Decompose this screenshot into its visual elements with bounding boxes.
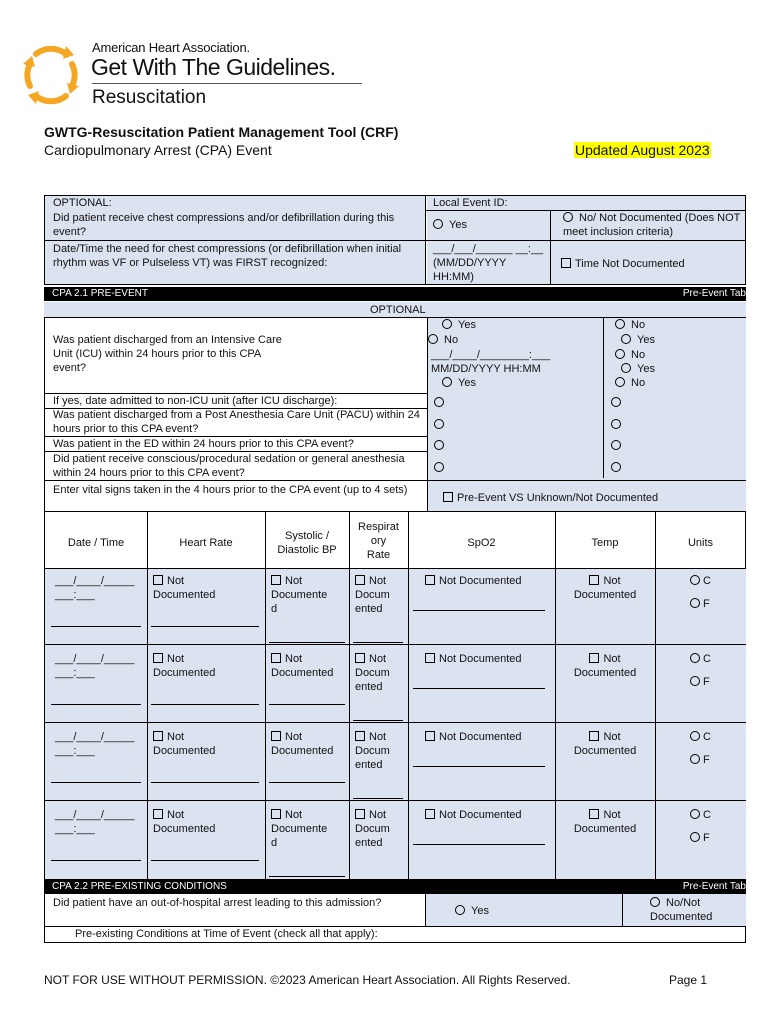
- vitals-question: Enter vital signs taken in the 4 hours prior to the CPA event (up to 4 sets): [53, 484, 408, 496]
- date-field[interactable]: ___/____/_____ ___:___: [55, 731, 135, 757]
- checkbox-icon: [271, 731, 281, 741]
- checkbox-icon: [425, 809, 435, 819]
- radio-icon: [433, 219, 443, 229]
- optional-label: OPTIONAL:: [53, 197, 112, 209]
- ed-radio-b[interactable]: [611, 440, 621, 450]
- spo2-not-documented[interactable]: Not Documented: [425, 808, 522, 822]
- icu-sub-yes-option[interactable]: Yes: [442, 376, 476, 390]
- bp-not-documented[interactable]: Not Documented: [271, 653, 334, 679]
- temp-not-documented[interactable]: Not Documented: [573, 809, 637, 835]
- checkbox-icon: [443, 492, 453, 502]
- header-temp: Temp: [591, 537, 619, 549]
- pre-existing-block: [44, 894, 746, 943]
- non-icu-date-question: If yes, date admitted to non-ICU unit (after ICU discharge):: [53, 395, 338, 407]
- out-of-hospital-yes[interactable]: Yes: [455, 904, 489, 918]
- radio-icon: [690, 832, 700, 842]
- checkbox-icon: [153, 575, 163, 585]
- date-field[interactable]: ___/____/_____ ___:___: [55, 653, 135, 679]
- radio-icon: [650, 897, 660, 907]
- radio-icon: [563, 212, 573, 222]
- section-21-label: CPA 2.1 PRE-EVENT: [52, 288, 148, 299]
- header-heart-rate: Heart Rate: [179, 537, 233, 549]
- rr-not-documented[interactable]: Not Docum ented: [355, 575, 390, 615]
- date-field[interactable]: ___/____/_____ ___:___: [55, 809, 135, 835]
- bp-not-documented[interactable]: Not Documente d: [271, 575, 328, 615]
- vitals-table: [44, 512, 746, 880]
- checkbox-icon: [355, 653, 365, 663]
- spo2-not-documented[interactable]: Not Documented: [425, 574, 522, 588]
- top-section: [44, 195, 746, 285]
- hr-not-documented[interactable]: Not Documented: [153, 809, 216, 835]
- checkbox-icon: [589, 653, 599, 663]
- updated-badge: Updated August 2023: [575, 142, 710, 158]
- unit-f-option[interactable]: F: [690, 675, 710, 689]
- time-not-documented-checkbox[interactable]: Time Not Documented: [561, 257, 685, 271]
- unit-c-option[interactable]: C: [690, 730, 711, 744]
- icu-question: Was patient discharged from an Intensive Care Unit (ICU) within 24 hours prior to this CPA event?: [53, 334, 282, 374]
- radio-icon: [690, 575, 700, 585]
- org-name: American Heart Association.: [92, 40, 250, 55]
- unit-f-option[interactable]: F: [690, 597, 710, 611]
- checkbox-icon: [271, 653, 281, 663]
- header-bp: Systolic / Diastolic BP: [277, 530, 337, 556]
- footer-notice: NOT FOR USE WITHOUT PERMISSION. ©2023 American Heart Association. All Rights Reserved.: [44, 973, 571, 987]
- pre-existing-label: Pre-existing Conditions at Time of Event (check all that apply):: [75, 928, 378, 940]
- ed-question: Was patient in the ED within 24 hours prior to this CPA event?: [53, 438, 354, 450]
- unit-c-option[interactable]: C: [690, 808, 711, 822]
- out-of-hospital-no[interactable]: No/Not Documented: [650, 897, 713, 923]
- compressions-no-option[interactable]: No/ Not Documented (Does NOT meet inclusion criteria): [563, 212, 741, 238]
- checkbox-icon: [425, 731, 435, 741]
- unit-f-option[interactable]: F: [690, 753, 710, 767]
- header-units: Units: [687, 537, 714, 549]
- first-recognized-date-format: (MM/DD/YYYY HH:MM): [433, 257, 507, 283]
- temp-not-documented[interactable]: Not Documented: [573, 575, 637, 601]
- right-yes2-option[interactable]: Yes: [621, 362, 655, 376]
- checkbox-icon: [589, 731, 599, 741]
- checkbox-icon: [425, 575, 435, 585]
- right-no-option[interactable]: No: [615, 318, 645, 332]
- unit-c-option[interactable]: C: [690, 652, 711, 666]
- sedation-radio-a[interactable]: [434, 462, 444, 472]
- checkbox-icon: [355, 575, 365, 585]
- hr-not-documented[interactable]: Not Documented: [153, 653, 216, 679]
- page-number: Page 1: [669, 973, 708, 987]
- first-recognized-date-field[interactable]: ___/___/______ __:__: [433, 243, 544, 255]
- section-21-optional-row: OPTIONAL: [44, 302, 746, 318]
- non-icu-radio-a[interactable]: [434, 397, 444, 407]
- hr-not-documented[interactable]: Not Documented: [153, 575, 216, 601]
- sedation-question: Did patient receive conscious/procedural sedation or general anesthesia within 24 hours prior to this CPA event?: [53, 453, 405, 479]
- checkbox-icon: [561, 258, 571, 268]
- bp-not-documented[interactable]: Not Documented: [271, 731, 334, 757]
- right-no2-option[interactable]: No: [615, 348, 645, 362]
- sedation-radio-b[interactable]: [611, 462, 621, 472]
- radio-icon: [615, 377, 625, 387]
- temp-not-documented[interactable]: Not Documented: [573, 731, 637, 757]
- radio-icon: [690, 676, 700, 686]
- checkbox-icon: [153, 731, 163, 741]
- program-name: Get With The Guidelines.: [91, 54, 336, 80]
- local-event-id-label: Local Event ID:: [433, 197, 508, 209]
- radio-icon: [690, 809, 700, 819]
- table-row: [45, 644, 746, 722]
- checkbox-icon: [153, 653, 163, 663]
- temp-not-documented[interactable]: Not Documented: [573, 653, 637, 679]
- radio-icon: [615, 349, 625, 359]
- checkbox-icon: [271, 575, 281, 585]
- header-resp-rate: Respirat ory Rate: [358, 521, 399, 561]
- icu-no-option[interactable]: No: [428, 333, 458, 347]
- right-no3-option[interactable]: No: [615, 376, 645, 390]
- icu-date-format: MM/DD/YYYY HH:MM: [431, 363, 541, 375]
- compressions-yes-option[interactable]: Yes: [433, 218, 467, 232]
- circular-arrows-icon: [22, 42, 80, 106]
- compressions-question: Did patient receive chest compressions and/or defibrillation during this event?: [53, 212, 395, 238]
- aha-logo: [22, 40, 352, 112]
- radio-icon: [442, 319, 452, 329]
- table-row: [45, 568, 746, 644]
- right-yes-option[interactable]: Yes: [621, 333, 655, 347]
- pacu-radio-a[interactable]: [434, 419, 444, 429]
- spo2-not-documented[interactable]: Not Documented: [425, 730, 522, 744]
- radio-icon: [690, 653, 700, 663]
- ed-radio-a[interactable]: [434, 440, 444, 450]
- pre-event-block: [44, 318, 746, 512]
- hr-not-documented[interactable]: Not Documented: [153, 731, 216, 757]
- page-title: GWTG-Resuscitation Patient Management Tool (CRF): [44, 124, 399, 140]
- pacu-radio-b[interactable]: [611, 419, 621, 429]
- radio-icon: [690, 598, 700, 608]
- header-spo2: SpO2: [467, 537, 496, 549]
- radio-icon: [615, 319, 625, 329]
- unit-c-option[interactable]: C: [690, 574, 711, 588]
- page-subtitle: Cardiopulmonary Arrest (CPA) Event: [44, 142, 272, 158]
- checkbox-icon: [355, 731, 365, 741]
- section-21-tab: Pre-Event Tab: [682, 288, 746, 299]
- icu-yes-option[interactable]: Yes: [442, 318, 476, 332]
- program-sub: Resuscitation: [92, 87, 207, 108]
- radio-icon: [690, 731, 700, 741]
- section-22-tab: Pre-Event Tab: [682, 881, 746, 892]
- unit-f-option[interactable]: F: [690, 831, 710, 845]
- checkbox-icon: [589, 575, 599, 585]
- rr-not-documented[interactable]: Not Docum ented: [355, 653, 390, 693]
- rr-not-documented[interactable]: Not Docum ented: [355, 731, 390, 771]
- vitals-unknown-checkbox[interactable]: Pre-Event VS Unknown/Not Documented: [443, 491, 658, 505]
- checkbox-icon: [153, 809, 163, 819]
- date-field[interactable]: ___/____/_____ ___:___: [55, 575, 135, 601]
- first-recognized-question: Date/Time the need for chest compressions (or defibrillation when initial rhythm was VF or Pulseless VT) was FIRST recognized:: [53, 243, 402, 269]
- spo2-not-documented[interactable]: Not Documented: [425, 652, 522, 666]
- checkbox-icon: [271, 809, 281, 819]
- section-22-header: [44, 880, 746, 894]
- rr-not-documented[interactable]: Not Docum ented: [355, 809, 390, 849]
- header-date-time: Date / Time: [67, 537, 125, 549]
- radio-icon: [690, 754, 700, 764]
- section-21-header: [44, 287, 746, 301]
- section-22-label: CPA 2.2 PRE-EXISTING CONDITIONS: [52, 881, 227, 892]
- radio-icon: [442, 377, 452, 387]
- icu-date-field[interactable]: ___/____/________:___: [431, 349, 551, 361]
- radio-icon: [428, 334, 438, 344]
- bp-not-documented[interactable]: Not Documente d: [271, 809, 328, 849]
- table-row: [45, 800, 746, 879]
- radio-icon: [621, 363, 631, 373]
- checkbox-icon: [425, 653, 435, 663]
- pacu-question: Was patient discharged from a Post Anesthesia Care Unit (PACU) within 24 hours prior to this CPA event?: [53, 409, 420, 435]
- non-icu-radio-b[interactable]: [611, 397, 621, 407]
- table-row: [45, 722, 746, 800]
- checkbox-icon: [589, 809, 599, 819]
- out-of-hospital-question: Did patient have an out-of-hospital arrest leading to this admission?: [53, 897, 382, 909]
- checkbox-icon: [355, 809, 365, 819]
- radio-icon: [621, 334, 631, 344]
- radio-icon: [455, 905, 465, 915]
